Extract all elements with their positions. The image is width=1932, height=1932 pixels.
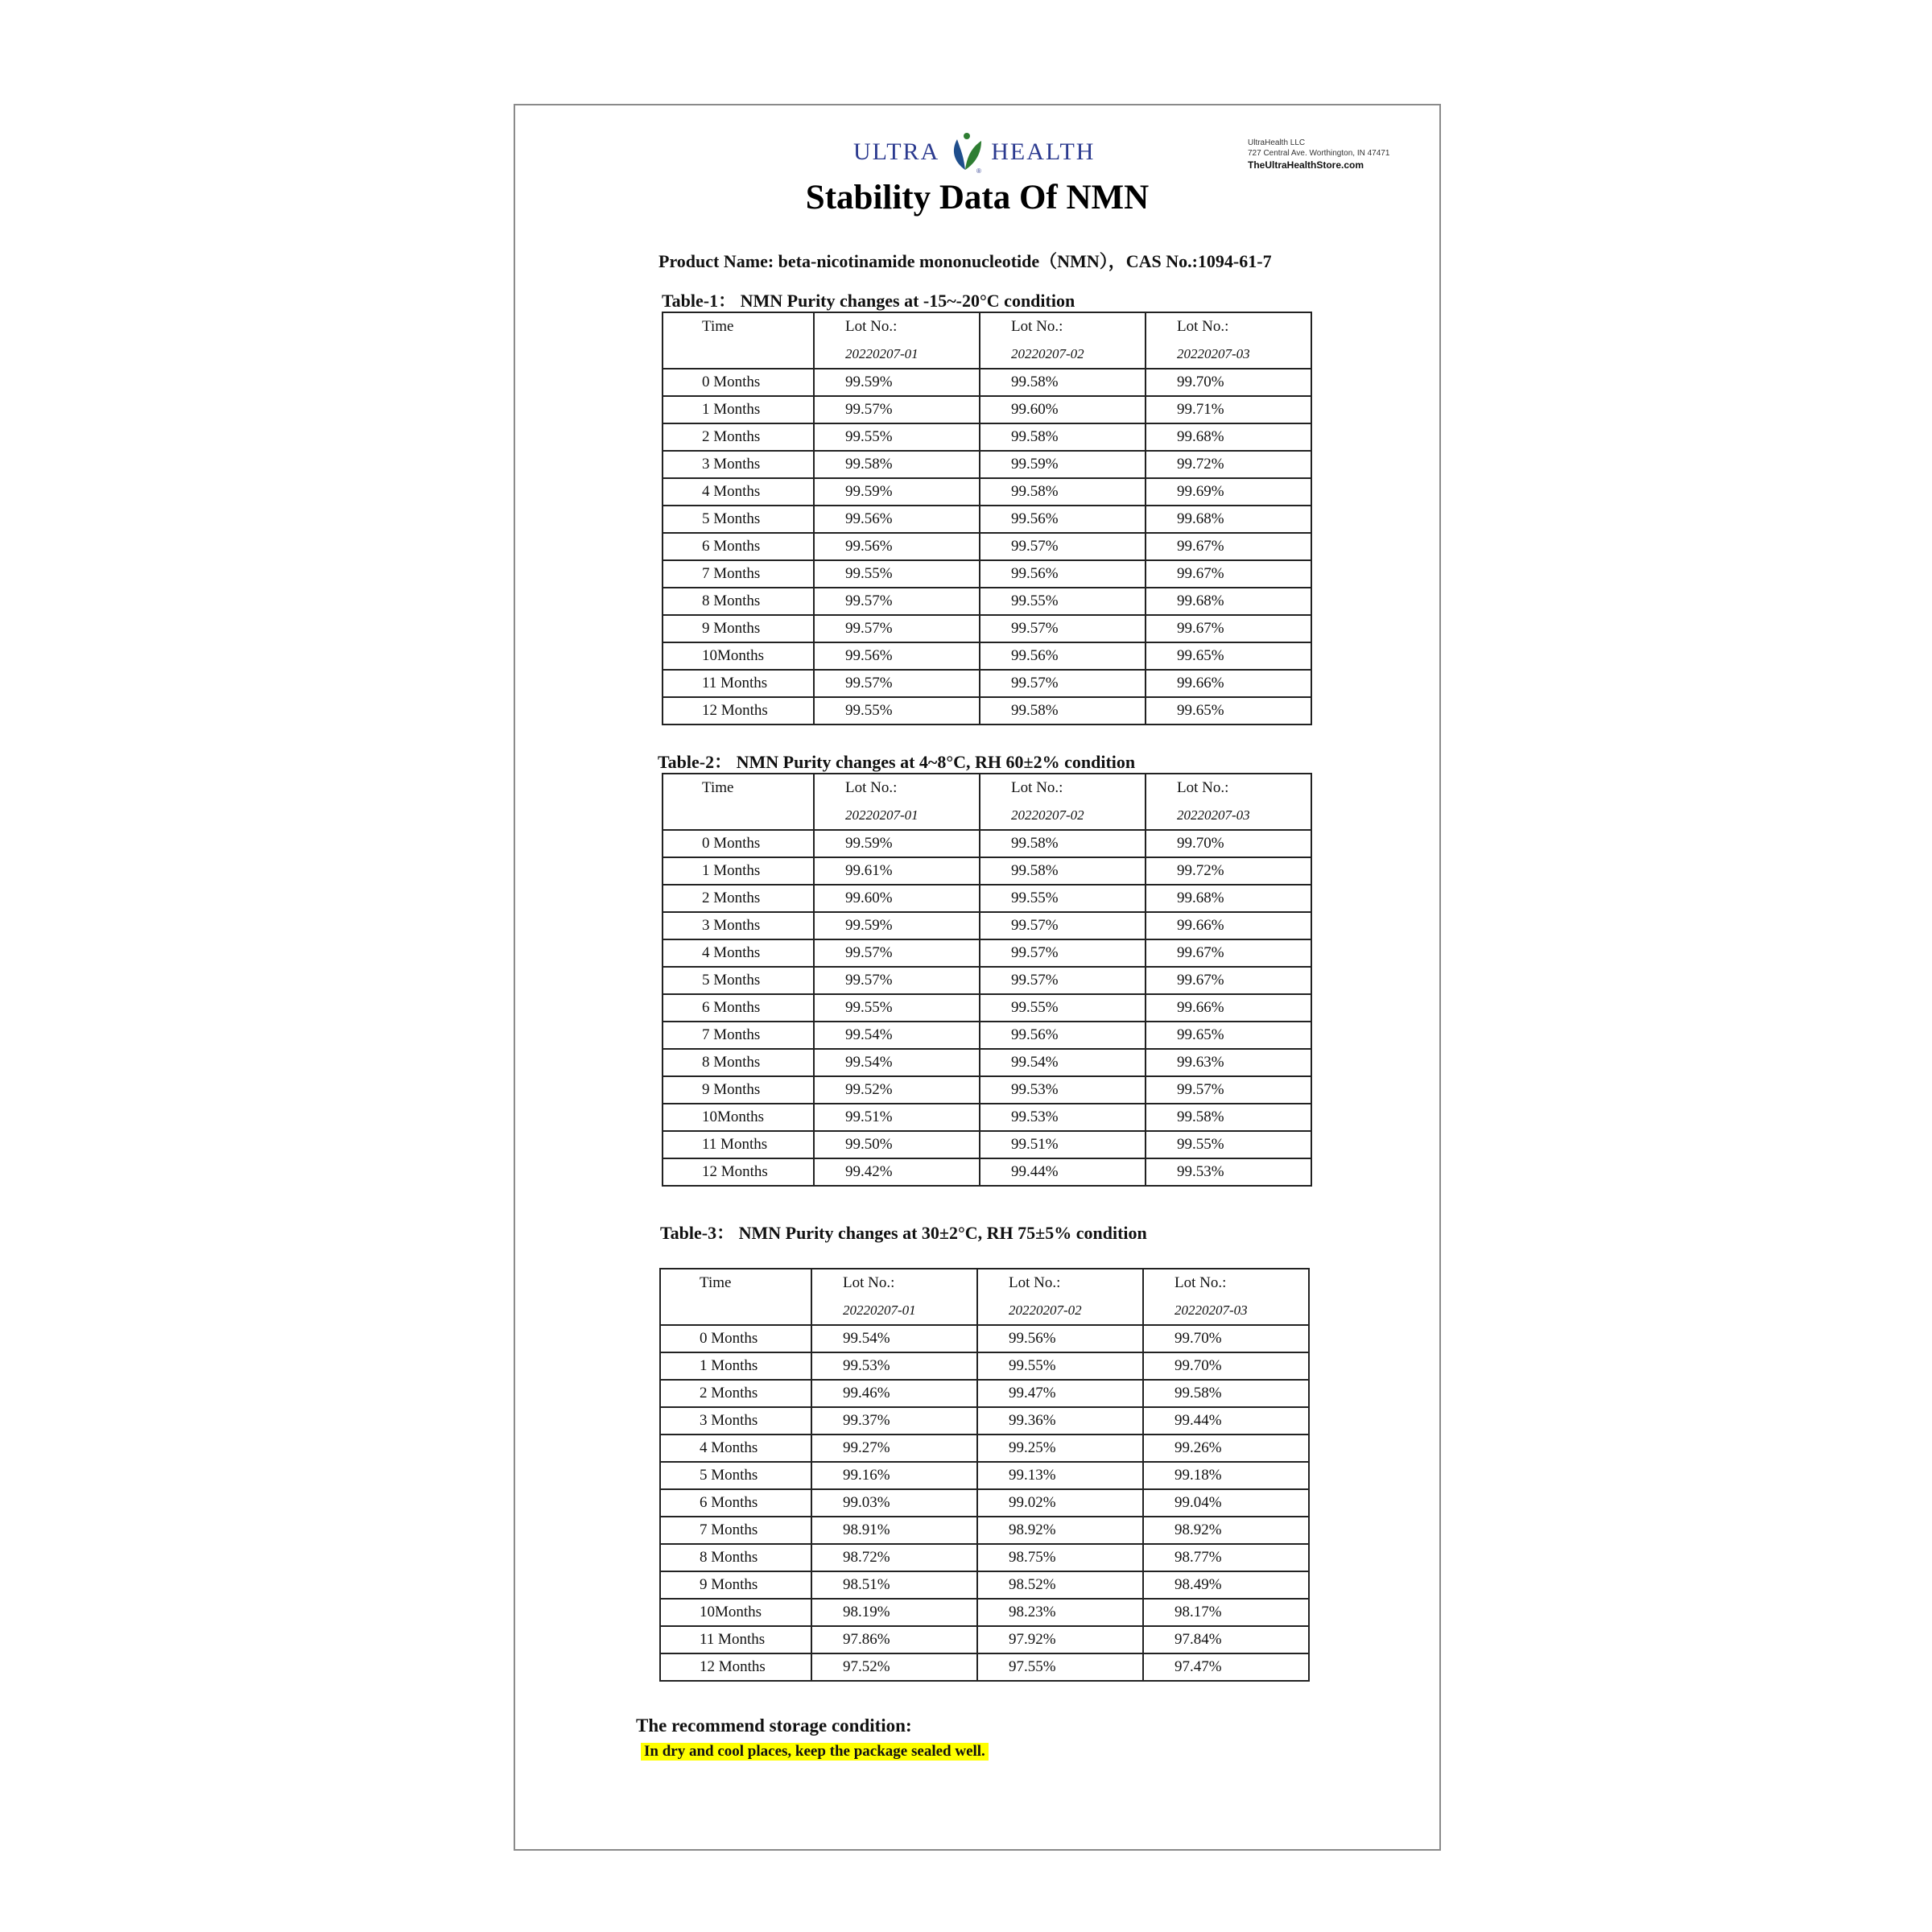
table-row: [660, 1489, 1309, 1517]
table-row: [660, 1325, 1309, 1352]
purity-cell: 99.57%: [814, 615, 980, 642]
table-row: [660, 1653, 1309, 1681]
table-header-row: [663, 774, 1311, 830]
time-cell: 6 Months: [663, 994, 814, 1022]
time-cell: 8 Months: [663, 588, 814, 615]
purity-cell: 99.58%: [814, 451, 980, 478]
purity-cell: 99.51%: [814, 1104, 980, 1131]
purity-cell: 99.56%: [980, 1022, 1146, 1049]
purity-cell: 99.59%: [814, 912, 980, 939]
time-cell: 3 Months: [663, 451, 814, 478]
purity-cell: 99.56%: [980, 506, 1146, 533]
purity-cell: 97.92%: [977, 1626, 1143, 1653]
table-row: [663, 423, 1311, 451]
time-cell: 4 Months: [663, 478, 814, 506]
time-cell: 3 Months: [663, 912, 814, 939]
lot-column-header: [1146, 312, 1311, 369]
lot-column-header: [980, 312, 1146, 369]
purity-cell: 99.66%: [1146, 912, 1311, 939]
purity-cell: 99.71%: [1146, 396, 1311, 423]
purity-cell: 99.57%: [980, 533, 1146, 560]
purity-cell: 98.23%: [977, 1599, 1143, 1626]
purity-cell: 99.70%: [1143, 1325, 1309, 1352]
purity-cell: 99.66%: [1146, 994, 1311, 1022]
table-row: [663, 478, 1311, 506]
purity-cell: 99.27%: [811, 1435, 977, 1462]
purity-cell: 99.53%: [980, 1104, 1146, 1131]
purity-cell: 97.84%: [1143, 1626, 1309, 1653]
table-row: [660, 1380, 1309, 1407]
purity-cell: 99.26%: [1143, 1435, 1309, 1462]
purity-cell: 99.52%: [814, 1076, 980, 1104]
document-page: [514, 104, 1441, 1851]
table-row: [663, 1049, 1311, 1076]
table-row: [660, 1626, 1309, 1653]
purity-cell: 98.92%: [1143, 1517, 1309, 1544]
purity-cell: 99.57%: [980, 939, 1146, 967]
purity-cell: 99.57%: [1146, 1076, 1311, 1104]
lot-column-header: [814, 774, 980, 830]
time-cell: 5 Months: [663, 506, 814, 533]
time-cell: 0 Months: [663, 369, 814, 396]
purity-cell: 99.55%: [814, 423, 980, 451]
time-cell: 2 Months: [663, 885, 814, 912]
time-cell: 12 Months: [663, 697, 814, 724]
lot-label: Lot No.:: [1177, 779, 1229, 796]
purity-cell: 98.51%: [811, 1571, 977, 1599]
ultrahealth-logo: [853, 131, 1095, 173]
lot-number: 20220207-01: [845, 346, 919, 361]
purity-cell: 99.54%: [980, 1049, 1146, 1076]
table-row: [663, 506, 1311, 533]
time-cell: 2 Months: [663, 423, 814, 451]
purity-cell: 99.59%: [814, 830, 980, 857]
table-row: [663, 615, 1311, 642]
purity-cell: 99.66%: [1146, 670, 1311, 697]
table-1-caption: Table-1： NMN Purity changes at -15~-20°C condition: [662, 291, 1075, 311]
stability-table-3: [659, 1268, 1310, 1682]
time-cell: 1 Months: [663, 857, 814, 885]
purity-cell: 99.67%: [1146, 533, 1311, 560]
stability-table-1: [662, 312, 1312, 725]
purity-cell: 99.58%: [980, 830, 1146, 857]
time-cell: 9 Months: [663, 615, 814, 642]
purity-cell: 99.59%: [814, 478, 980, 506]
table-row: [663, 588, 1311, 615]
purity-cell: 97.86%: [811, 1626, 977, 1653]
time-cell: 1 Months: [663, 396, 814, 423]
purity-cell: 99.57%: [980, 967, 1146, 994]
purity-cell: 99.72%: [1146, 857, 1311, 885]
purity-cell: 99.46%: [811, 1380, 977, 1407]
table-row: [663, 885, 1311, 912]
lot-label: Lot No.:: [843, 1274, 895, 1291]
time-cell: 6 Months: [660, 1489, 811, 1517]
table-row: [663, 560, 1311, 588]
purity-cell: 99.61%: [814, 857, 980, 885]
purity-cell: 99.55%: [977, 1352, 1143, 1380]
purity-cell: 99.58%: [980, 478, 1146, 506]
table-row: [663, 1076, 1311, 1104]
purity-cell: 99.67%: [1146, 560, 1311, 588]
purity-cell: 99.58%: [980, 369, 1146, 396]
table-row: [663, 451, 1311, 478]
storage-instruction: In dry and cool places, keep the package sealed well.: [641, 1743, 989, 1761]
purity-cell: 99.58%: [1143, 1380, 1309, 1407]
lot-number: 20220207-03: [1174, 1302, 1248, 1318]
lot-column-header: [814, 312, 980, 369]
svg-text:®: ®: [976, 167, 982, 175]
purity-cell: 98.77%: [1143, 1544, 1309, 1571]
purity-cell: 99.65%: [1146, 1022, 1311, 1049]
leaf-logo-icon: [943, 130, 988, 175]
purity-cell: 99.56%: [980, 642, 1146, 670]
time-cell: 10Months: [663, 642, 814, 670]
purity-cell: 99.55%: [814, 560, 980, 588]
purity-cell: 99.58%: [980, 857, 1146, 885]
table-row: [660, 1435, 1309, 1462]
time-cell: 3 Months: [660, 1407, 811, 1435]
company-address: 727 Central Ave. Worthington, IN 47471: [1248, 149, 1390, 158]
lot-label: Lot No.:: [845, 318, 898, 335]
table-3-caption: Table-3： NMN Purity changes at 30±2°C, RH 75±5% condition: [660, 1223, 1147, 1243]
purity-cell: 98.19%: [811, 1599, 977, 1626]
purity-cell: 99.70%: [1143, 1352, 1309, 1380]
purity-cell: 99.53%: [1146, 1158, 1311, 1186]
purity-cell: 99.58%: [980, 423, 1146, 451]
purity-cell: 99.54%: [811, 1325, 977, 1352]
table-row: [660, 1407, 1309, 1435]
table-row: [663, 396, 1311, 423]
lot-number: 20220207-01: [845, 807, 919, 823]
table-row: [663, 642, 1311, 670]
purity-cell: 99.50%: [814, 1131, 980, 1158]
time-cell: 6 Months: [663, 533, 814, 560]
company-info: [1248, 138, 1389, 171]
time-cell: 5 Months: [663, 967, 814, 994]
time-cell: 8 Months: [660, 1544, 811, 1571]
purity-cell: 99.67%: [1146, 967, 1311, 994]
purity-cell: 99.54%: [814, 1049, 980, 1076]
time-cell: 12 Months: [660, 1653, 811, 1681]
storage-heading: The recommend storage condition:: [636, 1715, 912, 1736]
purity-cell: 99.57%: [980, 912, 1146, 939]
time-cell: 8 Months: [663, 1049, 814, 1076]
purity-cell: 99.60%: [814, 885, 980, 912]
lot-label: Lot No.:: [1011, 779, 1063, 796]
time-cell: 0 Months: [663, 830, 814, 857]
purity-cell: 99.57%: [814, 670, 980, 697]
purity-cell: 99.68%: [1146, 588, 1311, 615]
table-row: [663, 1022, 1311, 1049]
purity-cell: 99.58%: [980, 697, 1146, 724]
purity-cell: 98.75%: [977, 1544, 1143, 1571]
table-row: [663, 1158, 1311, 1186]
table-row: [660, 1517, 1309, 1544]
lot-column-header: [1146, 774, 1311, 830]
company-website: TheUltraHealthStore.com: [1248, 159, 1364, 171]
lot-label: Lot No.:: [845, 779, 898, 796]
lot-column-header: [1143, 1269, 1309, 1325]
time-column-header: Time: [663, 312, 814, 369]
time-cell: 7 Months: [663, 1022, 814, 1049]
purity-cell: 99.59%: [980, 451, 1146, 478]
purity-cell: 99.70%: [1146, 369, 1311, 396]
purity-cell: 99.51%: [980, 1131, 1146, 1158]
purity-cell: 99.42%: [814, 1158, 980, 1186]
table-row: [663, 994, 1311, 1022]
purity-cell: 99.47%: [977, 1380, 1143, 1407]
time-cell: 7 Months: [660, 1517, 811, 1544]
time-column-header: Time: [660, 1269, 811, 1325]
purity-cell: 99.44%: [1143, 1407, 1309, 1435]
purity-cell: 99.56%: [814, 533, 980, 560]
purity-cell: 98.72%: [811, 1544, 977, 1571]
time-cell: 2 Months: [660, 1380, 811, 1407]
purity-cell: 98.17%: [1143, 1599, 1309, 1626]
purity-cell: 99.67%: [1146, 615, 1311, 642]
purity-cell: 99.18%: [1143, 1462, 1309, 1489]
purity-cell: 99.55%: [980, 994, 1146, 1022]
table-row: [663, 830, 1311, 857]
purity-cell: 99.57%: [980, 615, 1146, 642]
time-column-header: Time: [663, 774, 814, 830]
table-row: [663, 697, 1311, 724]
purity-cell: 99.04%: [1143, 1489, 1309, 1517]
table-row: [660, 1571, 1309, 1599]
purity-cell: 99.57%: [814, 588, 980, 615]
time-cell: 9 Months: [663, 1076, 814, 1104]
purity-cell: 97.47%: [1143, 1653, 1309, 1681]
time-cell: 11 Months: [663, 670, 814, 697]
table-row: [663, 939, 1311, 967]
lot-number: 20220207-02: [1009, 1302, 1082, 1318]
table-header-row: [663, 312, 1311, 369]
table-row: [663, 369, 1311, 396]
time-cell: 4 Months: [663, 939, 814, 967]
page-title: Stability Data Of NMN: [805, 179, 1150, 217]
purity-cell: 98.91%: [811, 1517, 977, 1544]
table-row: [660, 1544, 1309, 1571]
purity-cell: 98.52%: [977, 1571, 1143, 1599]
table-row: [663, 533, 1311, 560]
purity-cell: 99.55%: [1146, 1131, 1311, 1158]
lot-number: 20220207-02: [1011, 346, 1084, 361]
lot-number: 20220207-01: [843, 1302, 916, 1318]
purity-cell: 99.16%: [811, 1462, 977, 1489]
time-cell: 11 Months: [663, 1131, 814, 1158]
table-row: [660, 1462, 1309, 1489]
company-name: UltraHealth LLC: [1248, 138, 1306, 147]
purity-cell: 99.55%: [814, 697, 980, 724]
purity-cell: 99.57%: [814, 939, 980, 967]
purity-cell: 99.55%: [814, 994, 980, 1022]
purity-cell: 99.70%: [1146, 830, 1311, 857]
purity-cell: 99.13%: [977, 1462, 1143, 1489]
time-cell: 10Months: [660, 1599, 811, 1626]
lot-number: 20220207-03: [1177, 346, 1250, 361]
purity-cell: 99.56%: [814, 642, 980, 670]
purity-cell: 99.56%: [814, 506, 980, 533]
lot-label: Lot No.:: [1009, 1274, 1061, 1291]
purity-cell: 99.58%: [1146, 1104, 1311, 1131]
purity-cell: 99.25%: [977, 1435, 1143, 1462]
lot-label: Lot No.:: [1174, 1274, 1227, 1291]
time-cell: 1 Months: [660, 1352, 811, 1380]
time-cell: 9 Months: [660, 1571, 811, 1599]
lot-label: Lot No.:: [1011, 318, 1063, 335]
purity-cell: 99.59%: [814, 369, 980, 396]
purity-cell: 99.02%: [977, 1489, 1143, 1517]
purity-cell: 99.53%: [980, 1076, 1146, 1104]
logo-text-left: ULTRA: [853, 138, 940, 165]
logo-text-right: HEALTH: [991, 138, 1096, 165]
purity-cell: 99.57%: [814, 967, 980, 994]
purity-cell: 99.65%: [1146, 697, 1311, 724]
purity-cell: 99.55%: [980, 588, 1146, 615]
table-row: [660, 1599, 1309, 1626]
table-row: [663, 1104, 1311, 1131]
table-row: [663, 912, 1311, 939]
purity-cell: 99.37%: [811, 1407, 977, 1435]
time-cell: 7 Months: [663, 560, 814, 588]
lot-column-header: [980, 774, 1146, 830]
purity-cell: 99.55%: [980, 885, 1146, 912]
table-row: [663, 670, 1311, 697]
lot-column-header: [811, 1269, 977, 1325]
purity-cell: 99.68%: [1146, 423, 1311, 451]
purity-cell: 99.56%: [977, 1325, 1143, 1352]
time-cell: 10Months: [663, 1104, 814, 1131]
table-row: [663, 857, 1311, 885]
table-header-row: [660, 1269, 1309, 1325]
purity-cell: 99.36%: [977, 1407, 1143, 1435]
table-row: [663, 1131, 1311, 1158]
lot-label: Lot No.:: [1177, 318, 1229, 335]
purity-cell: 99.53%: [811, 1352, 977, 1380]
purity-cell: 98.92%: [977, 1517, 1143, 1544]
table-2-caption: Table-2： NMN Purity changes at 4~8°C, RH 60±2% condition: [658, 752, 1136, 772]
purity-cell: 99.63%: [1146, 1049, 1311, 1076]
time-cell: 5 Months: [660, 1462, 811, 1489]
table-row: [663, 967, 1311, 994]
time-cell: 4 Months: [660, 1435, 811, 1462]
lot-number: 20220207-02: [1011, 807, 1084, 823]
purity-cell: 97.55%: [977, 1653, 1143, 1681]
product-name-line: Product Name: beta-nicotinamide mononucleotide（NMN），CAS No.:1094-61-7: [658, 251, 1272, 271]
purity-cell: 99.54%: [814, 1022, 980, 1049]
time-cell: 12 Months: [663, 1158, 814, 1186]
purity-cell: 99.72%: [1146, 451, 1311, 478]
purity-cell: 99.03%: [811, 1489, 977, 1517]
purity-cell: 98.49%: [1143, 1571, 1309, 1599]
purity-cell: 99.67%: [1146, 939, 1311, 967]
lot-column-header: [977, 1269, 1143, 1325]
purity-cell: 99.69%: [1146, 478, 1311, 506]
purity-cell: 99.68%: [1146, 885, 1311, 912]
purity-cell: 99.57%: [980, 670, 1146, 697]
time-cell: 0 Months: [660, 1325, 811, 1352]
purity-cell: 99.57%: [814, 396, 980, 423]
table-row: [660, 1352, 1309, 1380]
time-cell: 11 Months: [660, 1626, 811, 1653]
purity-cell: 99.65%: [1146, 642, 1311, 670]
purity-cell: 99.60%: [980, 396, 1146, 423]
purity-cell: 97.52%: [811, 1653, 977, 1681]
lot-number: 20220207-03: [1177, 807, 1250, 823]
purity-cell: 99.44%: [980, 1158, 1146, 1186]
stability-table-2: [662, 773, 1312, 1187]
purity-cell: 99.68%: [1146, 506, 1311, 533]
purity-cell: 99.56%: [980, 560, 1146, 588]
